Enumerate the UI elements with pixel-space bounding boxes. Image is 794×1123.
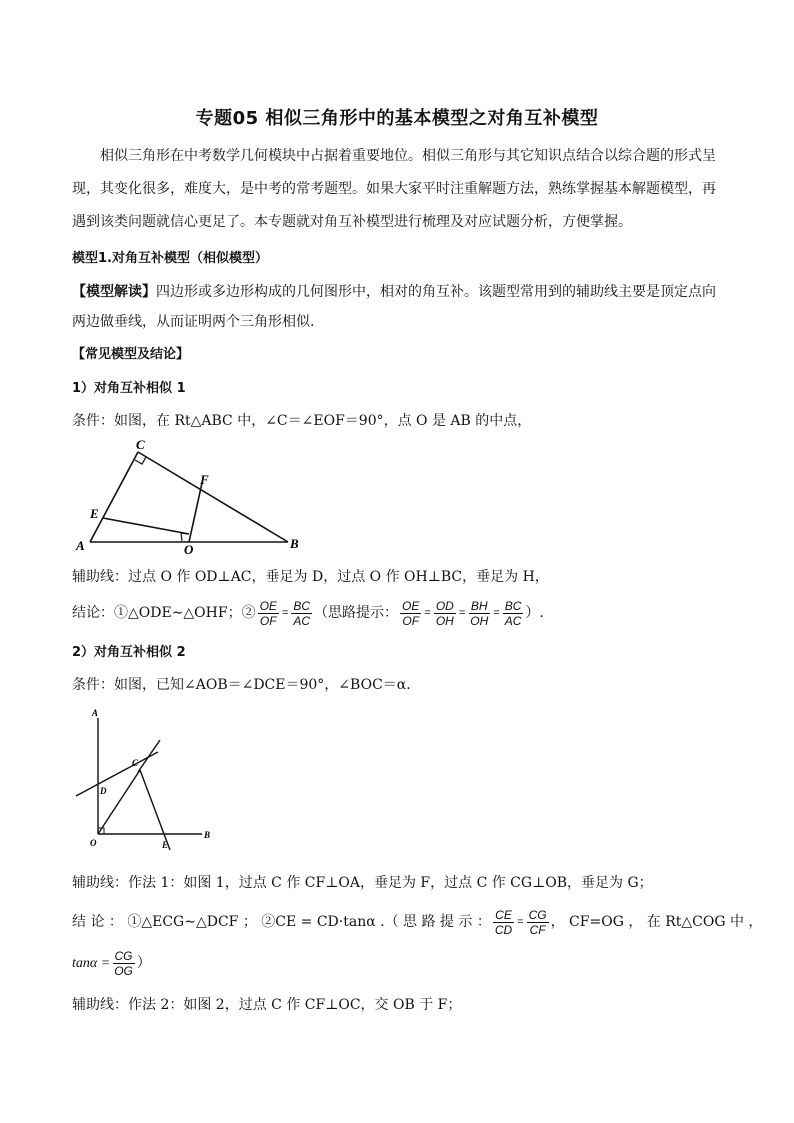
fraction: $\frac{OD}{OH}$ [435, 598, 454, 628]
case1-hint-prefix: （思路提示： [314, 605, 399, 621]
label-E: E [162, 840, 169, 850]
page-title: 专题05 相似三角形中的基本模型之对角互补模型 [195, 108, 599, 129]
model1-heading: 模型1.对角互补模型（相似模型） [72, 251, 268, 266]
fraction: $\frac{CE}{CD}$ [494, 907, 513, 937]
case1-aux-line: 辅助线：过点 O 作 OD⊥AC，垂足为 D，过点 O 作 OH⊥BC，垂足为 H， [72, 569, 549, 585]
case2-conclusion-text: 结 论 ： ①△ECG∼△DCF ； ②CE = CD·tanα .（ 思 路 提 示 ： [72, 914, 491, 930]
label-O: O [184, 542, 194, 556]
figure-right-triangle [72, 436, 312, 556]
label-A: A [76, 538, 85, 553]
fraction: $\frac{BH}{OH}$ [470, 598, 489, 628]
label-B: B [290, 536, 299, 551]
case1-heading: 1）对角互补相似 1 [72, 381, 186, 396]
label-F: F [200, 472, 209, 487]
case2-mid-text: ， CF=OG ， 在 Rt△COG 中 ， [550, 914, 763, 930]
case2-aux-method2: 辅助线：作法 2：如图 2，过点 C 作 CF⊥OC，交 OB 于 F； [72, 997, 462, 1013]
case2-aux-method1: 辅助线：作法 1：如图 1，过点 C 作 CF⊥OA，垂足为 F，过点 C 作 CG⊥OB，垂足为 G； [72, 875, 653, 891]
label-A: A [92, 708, 99, 718]
fraction: $\frac{OE}{OF}$ [402, 598, 420, 628]
case1-condition: 条件：如图，在 Rt△ABC 中，∠C＝∠EOF＝90°，点 O 是 AB 的中点， [72, 413, 532, 429]
fraction: $\frac{CG}{OG}$ [114, 948, 133, 978]
case2-conclusion: 结 论 ： ①△ECG∼△DCF ； ②CE = CD·tanα .（ 思 路 提 示 ： $\frac{CE}{CD}$ = $\frac{CG}{CF}$ ， CF=OG ， 在 Rt△COG 中 ， [72, 907, 763, 937]
case2-heading: 2）对角互补相似 2 [72, 645, 186, 660]
interpret-text: 四边形或多边形构成的几何图形中，相对的角互补。该题型常用到的辅助线主要是顶定点向两边做垂线，从而证明两个三角形相似. [72, 284, 716, 330]
label-C: C [132, 758, 139, 768]
case1-conclusion-text: 结论：①△ODE∼△OHF；② [72, 605, 256, 621]
case1-hint-suffix: ）. [525, 605, 544, 621]
label-O: O [90, 838, 97, 848]
fraction: $\frac{BC}{AC}$ [293, 598, 311, 628]
label-B: B [204, 830, 211, 840]
fraction: $\frac{BC}{AC}$ [504, 598, 522, 628]
label-D: D [100, 786, 107, 796]
case2-tan-line [72, 946, 732, 981]
fraction: $\frac{OE}{OF}$ [259, 598, 277, 628]
fraction: $\frac{CG}{CF}$ [528, 907, 547, 937]
case1-conclusion: 结论：①△ODE∼△OHF；② $\frac{OE}{OF}$ = $\frac{BC}{AC}$ （思路提示： $\frac{OE}{OF}$ = $\frac{OD}{OH}$ = $\frac{BH}{OH}$ = $\frac{BC}{AC}$ ）. [72, 598, 544, 628]
tan-suffix: ） [136, 955, 151, 971]
label-C: C [136, 437, 145, 452]
model1-interpretation [72, 277, 724, 337]
tan-prefix: tanα = [72, 956, 111, 971]
figure-perpendicular-lines [72, 704, 222, 854]
label-E: E [90, 506, 99, 521]
common-models-heading: 【常见模型及结论】 [72, 347, 190, 362]
intro-paragraph: 相似三角形在中考数学几何模块中占据着重要地位。相似三角形与其它知识点结合以综合题的形式呈现，其变化很多，难度大，是中考的常考题型。如果大家平时注重解题方法，熟练掌握基本解题模型，再遇到该类问题就信心更足了。本专题就对角互补模型进行梳理及对应试题分析，方便掌握。 [72, 148, 716, 230]
case2-condition: 条件：如图，已知∠AOB＝∠DCE＝90°，∠BOC＝α. [72, 677, 411, 693]
interpret-label: 【模型解读】 [72, 284, 156, 300]
